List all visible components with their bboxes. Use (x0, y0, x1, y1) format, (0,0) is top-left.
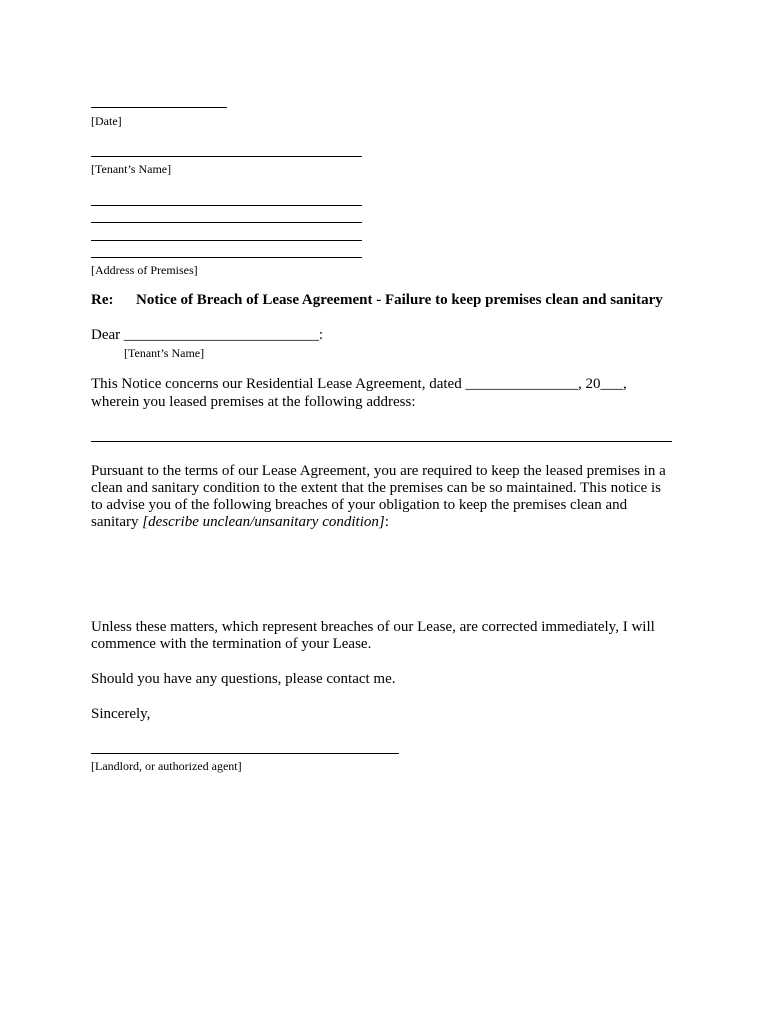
date-line (91, 107, 227, 108)
signature-line (91, 753, 399, 754)
para2-italic: [describe unclean/unsanitary condition] (142, 514, 385, 530)
address-line-1 (91, 205, 362, 206)
address-label: [Address of Premises] (91, 263, 198, 277)
para2-end: : (384, 514, 389, 530)
date-label: [Date] (91, 114, 122, 128)
para1-line2: wherein you leased premises at the following address: (91, 394, 416, 410)
closing: Sincerely, (91, 706, 151, 722)
para2 (91, 463, 676, 531)
address-line-3 (91, 240, 362, 241)
para3-line1: Unless these matters, which represent breaches of our Lease, are corrected immediately, I will (91, 619, 655, 635)
salutation-sublabel: [Tenant’s Name] (124, 346, 205, 360)
address-line-4 (91, 257, 362, 258)
re-subject: Notice of Breach of Lease Agreement - Failure to keep premises clean and sanitary (136, 292, 663, 308)
tenant-name-line (91, 156, 362, 157)
signature-label: [Landlord, or authorized agent] (91, 759, 242, 773)
salutation-prefix: Dear (91, 327, 121, 343)
para3-line2: commence with the termination of your Lease. (91, 636, 372, 652)
para4: Should you have any questions, please contact me. (91, 671, 396, 687)
premises-address-line (91, 441, 672, 442)
salutation (91, 327, 323, 344)
para2-text: Pursuant to the terms of our Lease Agreement, you are required to keep the leased premises in a clean and sanitary condition to the extent that the premises can be so maintained. This notice is to advise you of the following breaches of your obligation to keep the premises clean and sanitary (91, 463, 666, 530)
tenant-name-label: [Tenant’s Name] (91, 162, 172, 176)
address-line-2 (91, 222, 362, 223)
salutation-blank: __________________________ (123, 327, 319, 343)
re-label: Re: (91, 292, 114, 308)
para1-line1: This Notice concerns our Residential Lease Agreement, dated _______________, 20___, (91, 376, 627, 392)
salutation-colon: : (318, 327, 324, 343)
